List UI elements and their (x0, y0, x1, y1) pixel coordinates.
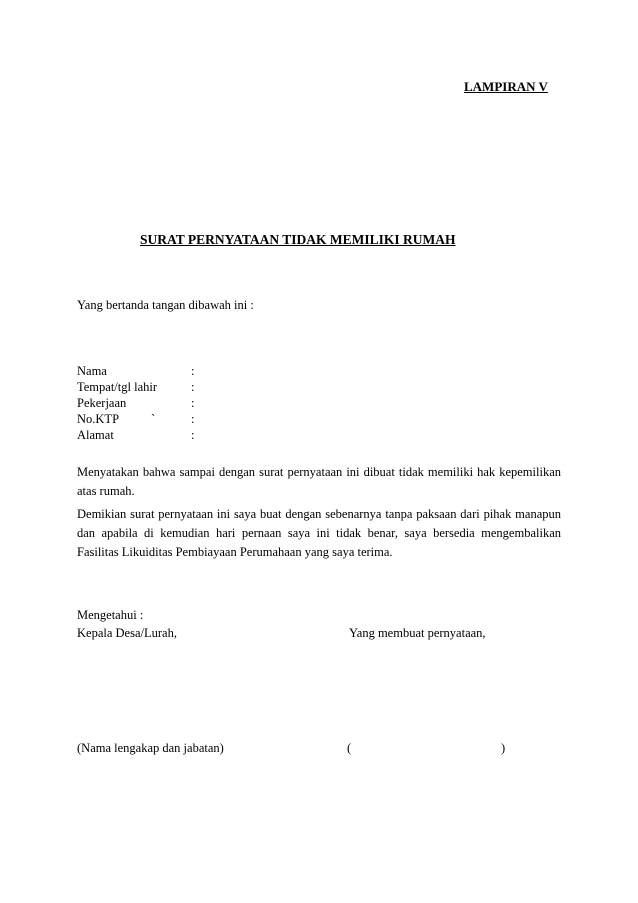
document-title: SURAT PERNYATAAN TIDAK MEMILIKI RUMAH (140, 232, 456, 247)
field-row-nama (77, 363, 277, 379)
field-label: Alamat (77, 428, 114, 442)
field-colon: : (191, 380, 195, 394)
field-label: Tempat/tgl lahir (77, 380, 158, 394)
acknowledged-label: Mengetahui : (77, 608, 144, 622)
field-label: Nama (77, 364, 107, 378)
stray-mark: ` (151, 412, 156, 426)
field-colon: : (191, 364, 195, 378)
field-row-tempat-tgl-lahir (77, 379, 277, 395)
intro-text: Yang bertanda tangan dibawah ini : (77, 298, 254, 312)
identity-fields (77, 363, 277, 443)
field-colon: : (191, 412, 195, 426)
field-row-no-ktp (77, 411, 277, 427)
field-label: Pekerjaan (77, 396, 127, 410)
left-signatory-title: Kepala Desa/Lurah, (77, 626, 177, 640)
left-signatory-name: (Nama lengakap dan jabatan) (77, 741, 224, 755)
right-signatory-title: Yang membuat pernyataan, (349, 626, 486, 640)
field-colon: : (191, 396, 195, 410)
field-row-alamat (77, 427, 277, 443)
closing-paragraph: Demikian surat pernyataan ini saya buat dengan sebenarnya tanpa paksaan dari pihak manapun dan apabila di kemudian hari pernaan saya ini tidak benar, saya bersedia mengembalikan Fasilitas Likuiditas Pembiayaan Perumahaan yang saya terima. (77, 507, 561, 559)
field-row-pekerjaan (77, 395, 277, 411)
right-signature-open-paren: ( (347, 741, 352, 755)
field-colon: : (191, 428, 195, 442)
attachment-label: LAMPIRAN V (464, 79, 548, 94)
statement-paragraph: Menyatakan bahwa sampai dengan surat pernyataan ini dibuat tidak memiliki hak kepemilikan atas rumah. (77, 465, 561, 498)
right-signature-close-paren: ) (501, 741, 506, 755)
field-label: No.KTP (77, 412, 120, 426)
